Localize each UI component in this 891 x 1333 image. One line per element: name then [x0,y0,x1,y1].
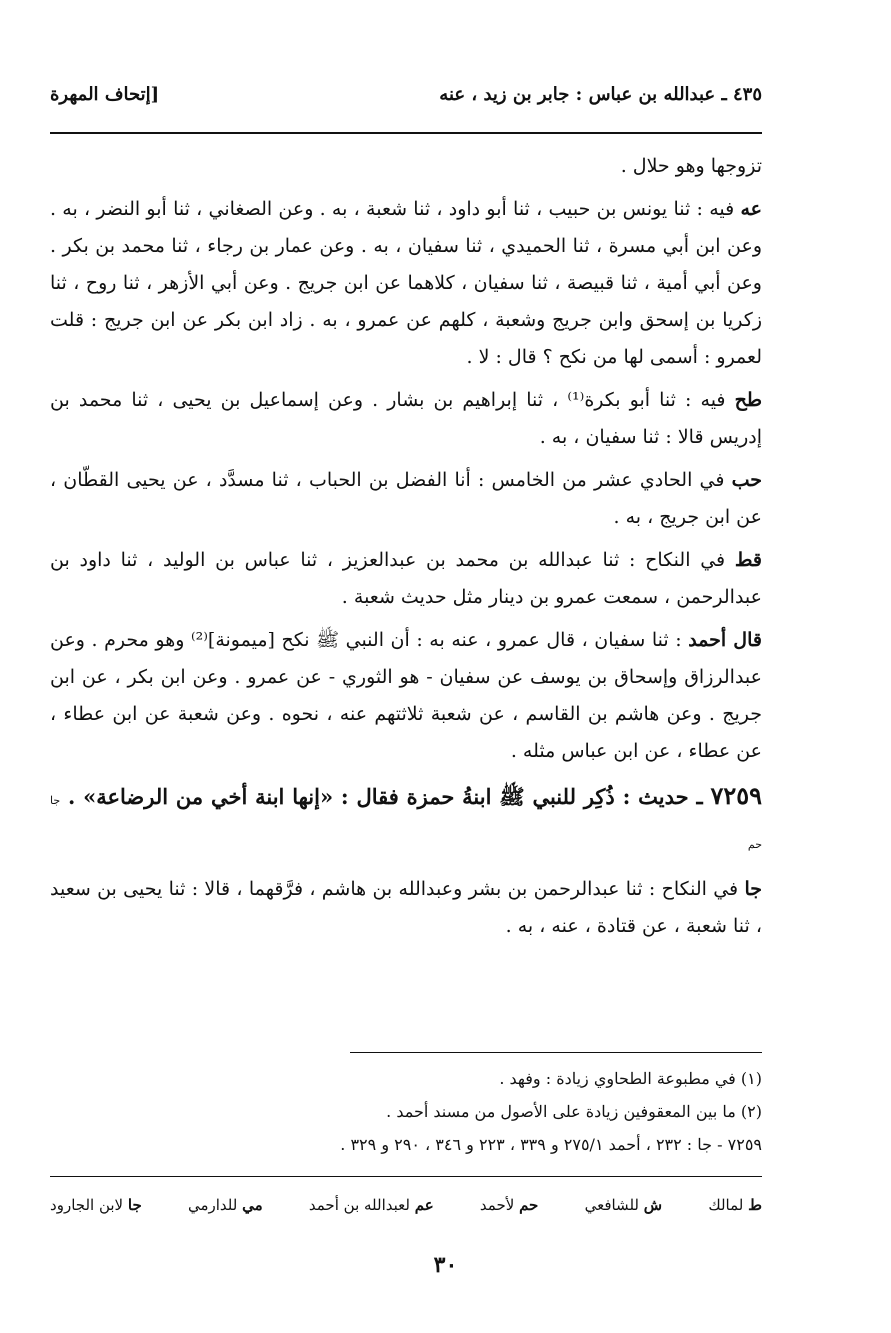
header-rule [50,132,762,134]
paragraph-text: في الحادي عشر من الخامس : أنا الفضل بن الحباب ، ثنا مسدَّد ، عن يحيى القطّان ، عن ابن جريج ، به . [50,469,762,528]
paragraph-text: : ثنا سفيان ، قال عمرو ، عنه به : أن النبي ﷺ نكح [ميمونة]⁽²⁾ وهو محرم . وعن عبدالرزاق وإسحاق بن يوسف عن سفيان - هو الثوري - عن عمرو . وعن ابن بكر ، عن ابن جريج . وعن هاشم بن القاسم ، عن شعبة ثلاثتهم عنه ، نحوه . وعن شعبة عن ابن عطاء ، عن عطاء ، عن ابن عباس مثله . [50,629,762,762]
abbreviation-item: جا لابن الجارود [50,1196,142,1214]
paragraph-text: فيه : ثنا أبو بكرة⁽¹⁾ ، ثنا إبراهيم بن بشار . وعن إسماعيل بن يحيى ، ثنا محمد بن إدريس قالا : ثنا سفيان ، به . [50,389,762,448]
footer-rule [50,1176,762,1177]
paragraph-text: تزوجها وهو حلال . [620,155,762,177]
footnote: (١) في مطبوعة الطحاوي زيادة : وفهد . [499,1069,762,1088]
footnote: ٧٢٥٩ - جا : ٢٣٢ ، أحمد ٢٧٥/١ و ٣٣٩ ، ٢٢٣ و ٣٤٦ ، ٢٩٠ و ٣٢٩ . [340,1135,762,1154]
abbreviation-key [50,1196,762,1214]
footnotes [50,1062,762,1161]
paragraph [50,382,762,456]
paragraph [50,191,762,376]
hadith-heading [50,776,762,865]
paragraph [50,148,762,185]
paragraph [50,542,762,616]
paragraph-lead: قط [734,549,762,571]
footnote: (٢) ما بين المعقوفين زيادة على الأصول من مسند أحمد . [386,1102,762,1121]
paragraph-text: فيه : ثنا يونس بن حبيب ، ثنا أبو داود ، ثنا شعبة ، به . وعن الصغاني ، ثنا أبو النضر ، به . وعن ابن أبي مسرة ، ثنا الحميدي ، ثنا سفيان ، به . وعن عمار بن رجاء ، ثنا محمد بن بكر . وعن أبي أمية ، ثنا قبيصة ، ثنا سفيان ، كلاهما عن ابن جريج . وعن أبي الأزهر ، ثنا روح ، ثنا زكريا بن إسحق وابن جريج وشعبة ، كلهم عن عمرو ، به . زاد ابن بكر عن ابن جريج : قلت لعمرو : أسمى لها من نكح ؟ قال : لا . [50,198,762,368]
paragraph [50,871,762,945]
paragraph [50,462,762,536]
hadith-source-codes: جا حم [50,794,762,851]
paragraph-lead: جا [744,878,762,900]
page-header [50,84,762,124]
paragraph-lead: قال أحمد [688,629,762,651]
abbreviation-item: حم لأحمد [479,1196,539,1214]
page-number: ٣٠ [433,1252,458,1278]
paragraph-lead: طح [734,389,762,411]
main-text [50,148,762,951]
paragraph-lead: عه [740,198,762,220]
paragraph-text: في النكاح : ثنا عبدالرحمن بن بشر وعبدالله بن هاشم ، فرَّقهما ، قالا : ثنا يحيى بن سعيد ، ثنا شعبة ، عن قتادة ، عنه ، به . [50,878,762,937]
paragraph-text: في النكاح : ثنا عبدالله بن محمد بن عبدالعزيز ، ثنا عباس بن الوليد ، ثنا داود بن عبدالرحمن ، سمعت عمرو بن دينار مثل حديث شعبة . [50,549,762,608]
abbreviation-item: عم لعبدالله بن أحمد [308,1196,434,1214]
footnote-rule [350,1052,762,1053]
abbreviation-item: ط لمالك [708,1196,762,1214]
hadith-text: ـ حديث : ذُكِر للنبي ﷺ ابنةُ حمزة فقال : «إنها ابنة أخي من الرضاعة» . [67,784,711,809]
abbreviation-item: ش للشافعي [584,1196,663,1214]
paragraph-lead: حب [731,469,762,491]
abbreviation-item: مي للدارمي [187,1196,263,1214]
chapter-title: ٤٣٥ ـ عبدالله بن عباس : جابر بن زيد ، عنه [439,84,762,105]
hadith-number: ٧٢٥٩ [710,781,762,810]
book-title: [إتحاف المهرة [50,84,160,105]
paragraph [50,622,762,770]
